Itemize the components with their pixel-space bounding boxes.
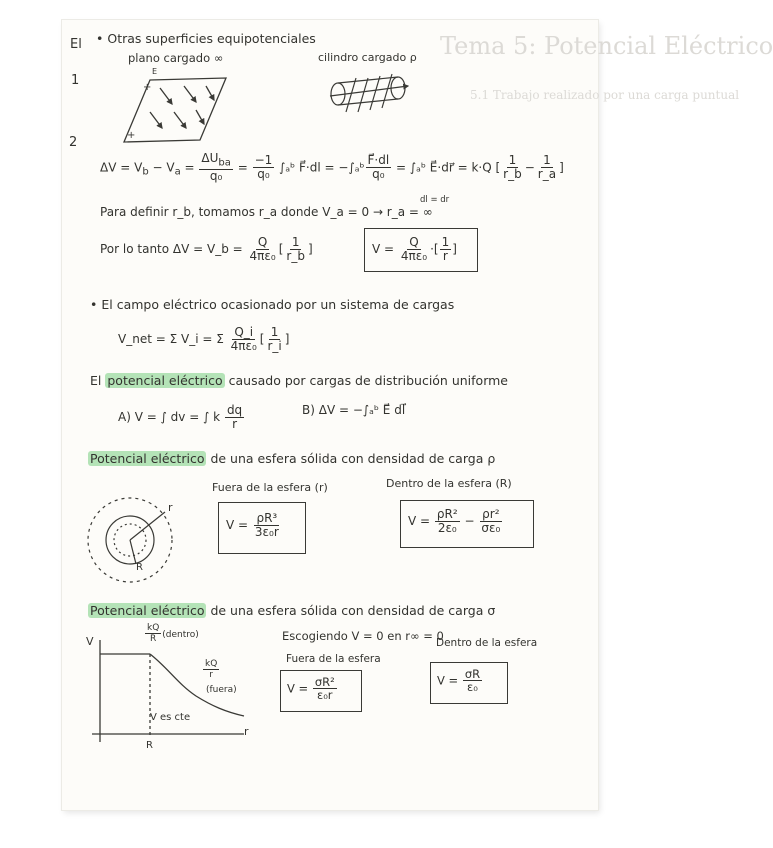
fuera-lhs: V = (287, 681, 309, 696)
graph-r-axis-label: r (244, 725, 249, 738)
formula-b (302, 404, 405, 417)
therefore-br-den: r_b (286, 248, 305, 263)
graph-curve-num: kQ (205, 659, 218, 669)
bullet-system-text: El campo eléctrico ocasionado por un sistema de cargas (101, 297, 455, 312)
charged-cylinder-drawing (330, 74, 408, 112)
dv-kq: = k·Q (457, 160, 492, 175)
dv-br-den1: r_b (503, 166, 522, 181)
fuera-num: σR² (314, 675, 335, 689)
define-rb-line: Para definir r_b, tomamos r_a donde V_a = 0 → r_a = ∞ (100, 205, 433, 219)
formula-a-num: dq (226, 403, 243, 417)
graph-top-den: R (150, 634, 157, 645)
dv-int2: ∫ₐᵇ (348, 160, 365, 175)
inside-sphere-label: Dentro de la esfera (R) (386, 477, 512, 490)
dv-br-num2: 1 (543, 153, 551, 168)
vnet-frac (229, 326, 259, 353)
graph-top-frac (145, 624, 161, 645)
graph-top-label (144, 624, 199, 645)
dv-sub-b: b (142, 166, 149, 178)
therefore-br-frac (284, 236, 307, 263)
uniform-distribution-heading (90, 374, 508, 388)
graph-v-axis-label: V (86, 635, 94, 648)
outside-frac (253, 512, 281, 539)
dl-dr-note: dl = dr (420, 195, 450, 205)
sphere-rho-highlight: Potencial eléctrico (90, 451, 205, 466)
inside-den2: σε₀ (481, 520, 501, 535)
charged-plane-drawing (124, 78, 226, 142)
fuera-frac (313, 676, 337, 702)
bullet-system-of-charges: • El campo eléctrico ocasionado por un sistema de cargas (90, 297, 455, 312)
inside-den1: 2ε₀ (437, 520, 457, 535)
sphere-rho-heading (88, 452, 495, 466)
vnet-den: 4πε₀ (230, 338, 257, 353)
graph-curve-den: r (209, 670, 213, 681)
outside-potential (226, 512, 282, 539)
margin-mark-2: 1 (71, 73, 80, 88)
box-v-lhs: V = (372, 242, 395, 257)
vnet-num: Q_i (234, 325, 254, 339)
dv-eq-minus: = − (320, 160, 349, 175)
box-v-frac (399, 236, 429, 263)
graph-curve-frac (203, 660, 219, 681)
vnet-br-frac (265, 326, 283, 353)
box-v-br-num: 1 (441, 235, 450, 249)
dentro-frac (463, 668, 482, 694)
inside-frac-1 (435, 508, 460, 535)
box-v-num: Q (409, 235, 419, 249)
dentro-num: σR (464, 667, 481, 681)
fuera-den: ε₀r (316, 688, 333, 703)
dv-int1: ∫ₐᵇ F⃗·dl (279, 160, 321, 175)
formula-a-text: V = ∫ dv = ∫ k (134, 410, 221, 425)
dv-frac1-num-sub: ba (218, 157, 231, 169)
dv-frac3-num: F⃗·dl (367, 153, 390, 168)
uniform-highlight: potencial eléctrico (107, 373, 223, 388)
sphere-r-label: r (168, 501, 173, 514)
bullet-equipotential-text: Otras superficies equipotenciales (107, 31, 316, 46)
outside-sphere-label: Fuera de la esfera (r) (212, 481, 328, 494)
box-v-den: 4πε₀ (400, 248, 428, 263)
dentro-potential (437, 668, 483, 694)
formula-b-label: B) (302, 403, 315, 417)
dv-frac-1 (199, 152, 232, 184)
uniform-pre: El (90, 373, 106, 388)
vnet-formula: V_net = Σ V_i = Σ $\frac{Q\_i}{\text{4πε₀}}$ [ $\frac{1}{r\_i}$ ] (118, 325, 290, 353)
cylinder-label: cilindro cargado ρ (318, 51, 417, 64)
dv-frac2-num: −1 (254, 153, 273, 168)
therefore-line: Por lo tanto ΔV = V_b = $\frac{Q}{\text{4πε₀}}$ [ $\frac{1}{r\_b}$ ] (100, 235, 313, 263)
dv-br-minus: − (524, 160, 535, 175)
inside-frac-2 (479, 508, 502, 535)
inside-num2: ρr² (482, 507, 500, 521)
dv-int3: = ∫ₐᵇ E⃗·dr⃗ (396, 160, 454, 175)
graph-curve-label (202, 660, 220, 681)
dentro-lhs: V = (437, 673, 459, 688)
therefore-num: Q (257, 235, 268, 249)
formula-a (118, 404, 245, 431)
graph-curve-note: (fuera) (206, 685, 237, 695)
outside-lhs: V = (226, 518, 249, 533)
dv-frac1-den: q₀ (209, 168, 223, 183)
dv-br-num1: 1 (508, 153, 517, 168)
margin-mark-3: 2 (69, 135, 78, 150)
inside-lhs: V = (408, 514, 431, 529)
dentro-den: ε₀ (467, 680, 478, 695)
graph-constant-label: V es cte (150, 712, 191, 723)
sphere-sigma-post: de una esfera sólida con densidad de carga σ (206, 603, 496, 618)
sphere-drawing (88, 498, 172, 582)
therefore-frac (248, 236, 278, 263)
therefore-br-num: 1 (291, 235, 300, 249)
graph-top-note: (dentro) (162, 629, 199, 640)
sphere-sigma-heading (88, 604, 495, 618)
graph-top-num: kQ (147, 623, 160, 633)
vnet-br-den: r_i (267, 338, 282, 353)
formula-b-text: ΔV = −∫ₐᵇ E⃗ dl⃗ (318, 403, 406, 417)
dv-frac2-den: q₀ (257, 166, 270, 181)
svg-text:+: + (127, 130, 136, 141)
dv-lhs: ΔV = V (100, 160, 143, 175)
dentro-label: Dentro de la esfera (436, 637, 538, 649)
box-v-br-den: r (442, 248, 448, 263)
formula-a-label: A) (118, 410, 131, 425)
therefore-text: Por lo tanto ΔV = V_b = (100, 242, 243, 257)
fuera-label: Fuera de la esfera (286, 653, 381, 665)
dv-frac1-num: ΔU (201, 151, 219, 165)
graph-R-tick: R (146, 740, 153, 751)
sphere-rho-post: de una esfera sólida con densidad de carga ρ (206, 451, 496, 466)
dv-br-frac-2 (536, 154, 558, 181)
outside-den: 3ε₀r (254, 524, 279, 539)
inside-potential (408, 508, 503, 535)
dv-frac3-den: q₀ (372, 166, 385, 181)
box-v-br-frac (440, 236, 452, 263)
dv-sub-a: a (174, 166, 181, 178)
inside-minus: − (464, 514, 475, 529)
dv-minus-va: − V (148, 160, 175, 175)
outside-num: ρR³ (256, 511, 278, 525)
dv-frac-2 (253, 154, 275, 181)
dv-eq: = (180, 160, 199, 175)
sphere-sigma-highlight: Potencial eléctrico (90, 603, 205, 618)
formula-a-den: r (232, 416, 238, 431)
choose-v-zero: Escogiendo V = 0 en r∞ = 0 (282, 629, 444, 643)
therefore-den: 4πε₀ (249, 248, 276, 263)
dv-frac-3 (366, 154, 392, 181)
point-charge-potential: V = $\frac{Q}{\text{4πε₀}}$ ·[ $\frac{1}{r}$ ] (372, 235, 457, 263)
plane-field-label: E (152, 67, 158, 76)
formula-a-frac (225, 404, 244, 431)
vnet-lhs: V_net = Σ V_i = Σ (118, 332, 224, 347)
ghost-title: Tema 5: Potencial Eléctrico (440, 32, 773, 60)
delta-v-derivation: $\Delta V = V_b - V_a$ = $\frac{\Delta U_{ba}}{\text{q₀}}$ = $\frac{-1}{\text{q₀}}$ ∫ₐᵇ F⃗·dl = −∫ₐᵇ $\frac{F⃗\cdot dl}{\text{q₀}}$ = ∫ₐᵇ E⃗·dr⃗ = k·Q [ $\frac{1}{r\_b}$ − $\frac{1}{r\_a}$ ] (100, 151, 564, 183)
inside-num1: ρR² (436, 507, 458, 521)
sphere-R-label: R (136, 562, 143, 573)
margin-mark-1: El (70, 37, 82, 52)
dv-br-den2: r_a (537, 166, 557, 181)
svg-text:+: + (143, 82, 152, 93)
uniform-post: causado por cargas de distribución uniforme (224, 373, 508, 388)
fuera-potential (287, 676, 338, 702)
bullet-equipotential: • Otras superficies equipotenciales (96, 31, 316, 46)
ghost-subtitle: 5.1 Trabajo realizado por una carga puntual (470, 88, 740, 102)
plane-label: plano cargado ∞ (128, 51, 224, 65)
vnet-br-num: 1 (270, 325, 279, 339)
dv-br-frac-1 (501, 154, 524, 181)
